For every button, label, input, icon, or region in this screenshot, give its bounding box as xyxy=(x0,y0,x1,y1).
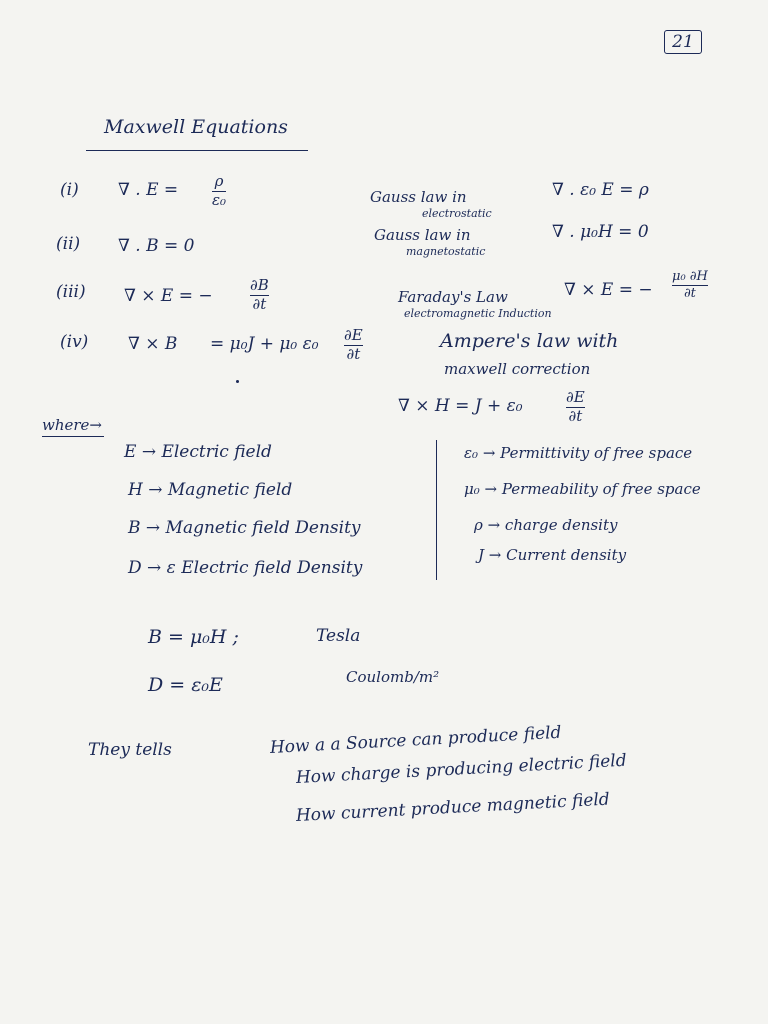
def-right-4: J → Current density xyxy=(478,546,627,564)
eq4-alt-numerator: ∂E xyxy=(566,388,585,406)
eq2-law-sub: magnetostatic xyxy=(406,245,486,258)
eq4-numerator: ∂E xyxy=(344,326,363,344)
eq3-numerator: ∂B xyxy=(250,276,269,294)
eq4-number: (iv) xyxy=(60,332,89,352)
def-right-1: ε₀ → Permittivity of free space xyxy=(464,444,693,462)
title-underline xyxy=(86,150,308,151)
where-underline xyxy=(42,436,104,437)
relation-2-unit: Coulomb/m² xyxy=(346,668,440,686)
relation-2-lhs: D = ε₀E xyxy=(148,674,223,696)
eq1-numerator: ρ xyxy=(214,172,224,190)
relation-1-unit: Tesla xyxy=(316,626,361,646)
eq1-denominator: ε₀ xyxy=(212,190,227,209)
eq1-law: Gauss law in xyxy=(370,188,467,206)
divider-line xyxy=(436,440,437,580)
eq4-lhs: ∇ × B xyxy=(128,334,178,354)
eq1-lhs: ∇ . E = xyxy=(118,180,179,200)
def-right-2: μ₀ → Permeability of free space xyxy=(464,480,701,498)
eq1-fraction xyxy=(212,174,226,209)
eq3-law-sub: electromagnetic Induction xyxy=(404,307,552,320)
they-line-3: How current produce magnetic field xyxy=(295,789,611,826)
def-left-3: B → Magnetic field Density xyxy=(128,518,361,538)
def-left-4: D → ε Electric field Density xyxy=(128,558,363,578)
def-left-2: H → Magnetic field xyxy=(128,480,293,500)
eq2-law: Gauss law in xyxy=(374,226,471,244)
eq3-alt-fraction xyxy=(672,270,708,300)
eq3-alt-denominator: ∂t xyxy=(683,285,696,301)
where-label: where→ xyxy=(42,416,102,434)
eq2-alt: ∇ . μ₀H = 0 xyxy=(552,222,649,242)
eq2-number: (ii) xyxy=(56,234,81,254)
stray-dot xyxy=(236,380,239,383)
eq3-fraction xyxy=(250,278,269,313)
page-title: Maxwell Equations xyxy=(104,116,288,138)
eq3-alt-numerator: μ₀ ∂H xyxy=(672,269,708,284)
def-left-1: E → Electric field xyxy=(124,442,272,462)
eq3-number: (iii) xyxy=(56,282,86,302)
eq1-alt: ∇ . ε₀ E = ρ xyxy=(552,180,649,200)
eq4-alt-fraction xyxy=(566,390,585,425)
eq3-lhs: ∇ × E = − xyxy=(124,286,213,306)
eq4-fraction xyxy=(344,328,363,363)
they-line-2: How charge is producing electric field xyxy=(295,750,628,788)
eq3-alt-lhs: ∇ × E = − xyxy=(564,280,653,300)
eq4-alt-lhs: ∇ × H = J + ε₀ xyxy=(398,396,523,416)
they-label: They tells xyxy=(88,740,172,760)
page-number: 21 xyxy=(664,30,702,54)
eq4-law: Ampere's law with xyxy=(440,330,619,352)
eq2-lhs: ∇ . B = 0 xyxy=(118,236,195,256)
eq3-denominator: ∂t xyxy=(252,294,267,313)
eq4-denominator: ∂t xyxy=(346,344,361,363)
eq4-law-sub: maxwell correction xyxy=(444,360,591,378)
they-line-1: How a a Source can produce field xyxy=(269,722,562,758)
eq1-law-sub: electrostatic xyxy=(422,207,492,220)
eq4-alt-denominator: ∂t xyxy=(568,406,583,425)
def-right-3: ρ → charge density xyxy=(474,516,618,534)
eq3-law: Faraday's Law xyxy=(398,288,508,306)
relation-1-lhs: B = μ₀H ; xyxy=(148,626,239,648)
eq1-number: (i) xyxy=(60,180,79,200)
eq4-rhs: = μ₀J + μ₀ ε₀ xyxy=(210,334,319,354)
